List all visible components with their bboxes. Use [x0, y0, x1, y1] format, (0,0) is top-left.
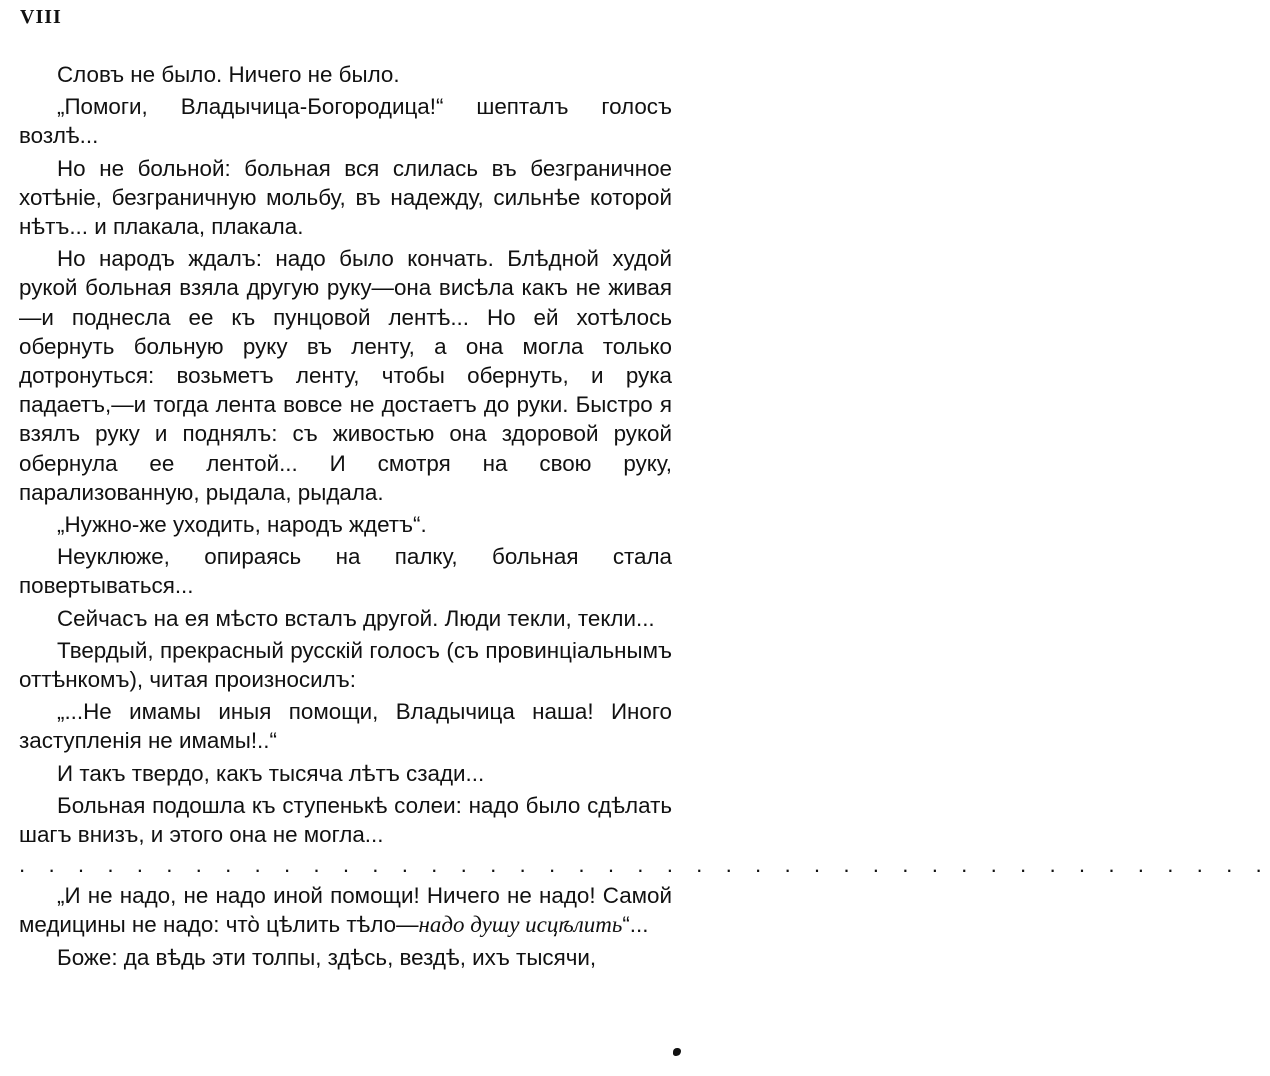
paragraph-13: Боже: да вѣдь эти толпы, здѣсь, вездѣ, ихъ тысячи,: [57, 944, 597, 970]
paragraph-12: [19, 881, 672, 939]
ink-speck: [673, 1048, 681, 1056]
quote-end-text: “...: [622, 912, 649, 938]
paragraph-11: Больная подошла къ ступенькѣ солеи: надо было сдѣлать шагъ внизъ, и этого она не могла...: [19, 792, 672, 848]
paragraph-10: И такъ твердо, какъ тысяча лѣтъ сзади...: [57, 760, 485, 786]
paragraph-9: „...Не имамы иныя помощи, Владычица наша! Иного заступленія не имамы!..“: [19, 699, 672, 754]
paragraph-6: Неуклюже, опираясь на палку, больная стала повертываться...: [19, 544, 672, 599]
page-number: VIII: [20, 6, 62, 28]
paragraph-5: „Нужно-же уходить, народъ ждетъ“.: [57, 512, 427, 538]
paragraph-1: Словъ не было. Ничего не было.: [57, 62, 400, 87]
paragraph-7: Сейчасъ на ея мѣсто всталъ другой. Люди текли, текли...: [57, 605, 655, 631]
paragraph-4: Но народъ ждалъ: надо было кончать. Блѣдной худой рукой больная взяла другую руку—она висѣла какъ не живая—и поднесла ее къ пунцовой лентѣ... Но ей хотѣлось обернуть больную руку въ ленту, а она могла только дотронуться: возьметъ ленту, чтобы обернуть, и рука падаетъ,—и тогда лента вовсе не достаетъ до руки. Быстро я взялъ руку и поднялъ: съ живостью она здоровой рукой обернула ее лентой... И смотря на свою руку, парализованную, рыдала, рыдала.: [19, 246, 672, 505]
paragraph-8: Твердый, прекрасный русскій голосъ (съ провинціальнымъ оттѣнкомъ), читая произносилъ:: [19, 637, 672, 693]
section-separator-dots: . . . . . . . . . . . . . . . . . . . . . . . . . . . . . . . . . . . . . . . . . . .: [19, 852, 1270, 878]
quote-start-text: „И не надо, не надо иной помощи! Ничего не надо! Самой медицины не надо: что̀ цѣлить тѣло—: [19, 883, 672, 938]
italic-phrase: надо душу исцѣлить: [418, 912, 623, 938]
text-body: [19, 60, 1270, 972]
paragraph-3: Но не больной: больная вся слилась въ безграничное хотѣніе, безграничную мольбу, въ надежду, сильнѣе которой нѣтъ... и плакала, плакала.: [19, 155, 672, 240]
paragraph-2: „Помоги, Владычица-Богородица!“ шепталъ голосъ возлѣ...: [19, 94, 672, 149]
